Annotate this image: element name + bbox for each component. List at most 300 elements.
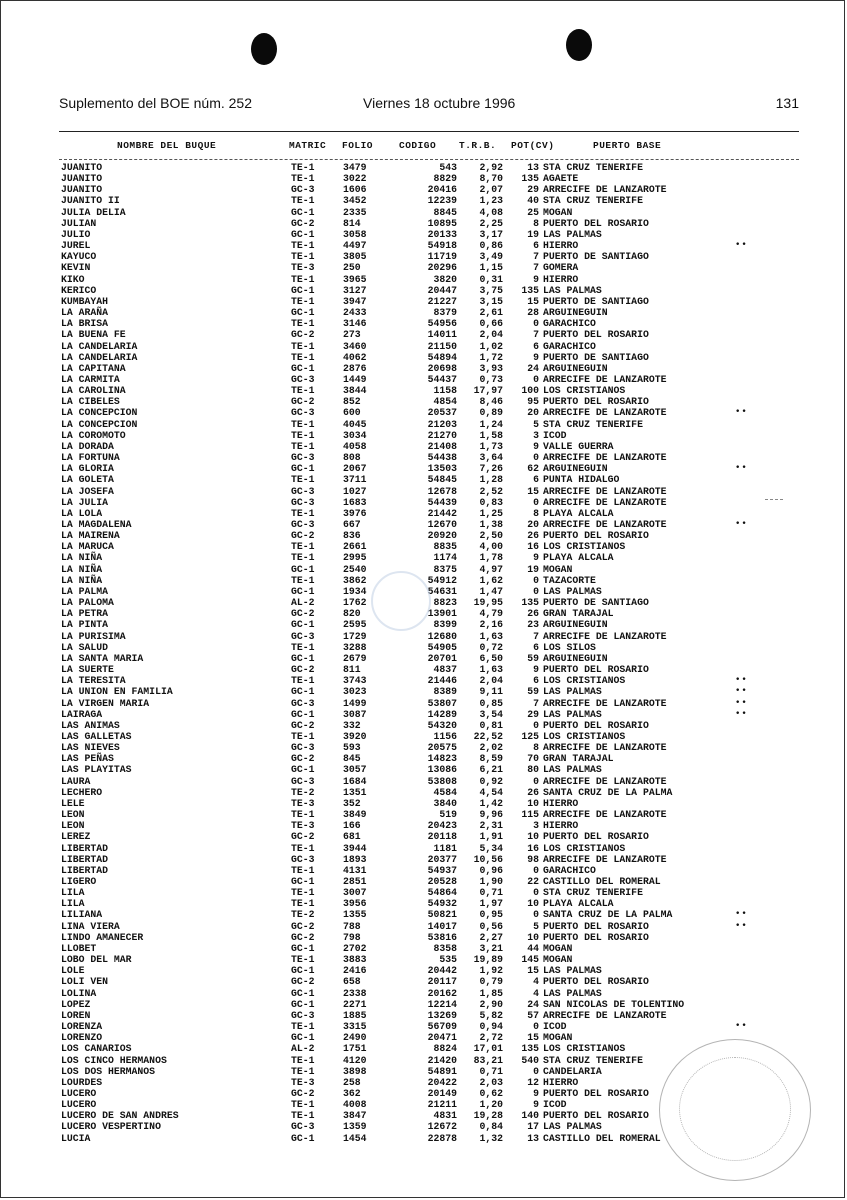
codigo: 3820	[433, 273, 457, 285]
matricula: TE-1	[291, 898, 315, 910]
column-header-puerto: PUERTO BASE	[593, 140, 662, 151]
puerto-base: HIERRO	[543, 273, 579, 285]
folio: 1729	[343, 630, 367, 642]
potencia: 29	[527, 708, 539, 720]
matricula: GC-1	[291, 206, 315, 218]
puerto-base: CASTILLO DEL ROMERAL	[543, 876, 661, 887]
codigo: 13503	[427, 463, 457, 475]
trb: 8,46	[479, 396, 503, 408]
potencia: 7	[533, 697, 539, 709]
codigo: 54845	[427, 474, 457, 486]
vessel-name: LA CAPITANA	[61, 362, 126, 374]
codigo: 14017	[427, 920, 457, 932]
puerto-base: LOS CRISTIANOS	[543, 842, 626, 854]
trb: 1,15	[479, 262, 503, 274]
vessel-name: LA VIRGEN MARIA	[61, 697, 150, 709]
matricula: TE-1	[291, 162, 315, 173]
vessel-name: LIGERO	[61, 876, 97, 887]
table-row	[59, 441, 799, 452]
potencia: 15	[527, 295, 539, 307]
vessel-name: LA TERESITA	[61, 675, 126, 687]
matricula: GC-3	[291, 407, 315, 419]
potencia: 0	[533, 452, 539, 464]
codigo: 14011	[427, 329, 457, 341]
puerto-base: ICOD	[543, 1099, 567, 1111]
folio: 3976	[343, 507, 367, 519]
folio: 2679	[343, 652, 367, 664]
vessel-name: LA UNION EN FAMILIA	[61, 686, 173, 698]
puerto-base: LAS PALMAS	[543, 228, 602, 240]
potencia: 13	[527, 162, 539, 173]
matricula: GC-3	[291, 373, 315, 385]
potencia: 8	[533, 742, 539, 754]
trb: 3,49	[479, 251, 503, 263]
dashed-rule	[59, 159, 799, 160]
folio: 2876	[343, 362, 367, 374]
trb: 0,94	[479, 1021, 503, 1033]
folio: 2433	[343, 307, 367, 319]
vessel-name: LOREN	[61, 1009, 91, 1021]
puerto-base: TAZACORTE	[543, 574, 596, 586]
trb: 6,50	[479, 652, 503, 664]
table-row	[59, 664, 799, 675]
trb: 0,66	[479, 318, 503, 330]
table-row	[59, 698, 799, 709]
puerto-base: STA CRUZ TENERIFE	[543, 162, 643, 173]
puerto-base: PUERTO DEL ROSARIO	[543, 920, 649, 932]
table-header	[59, 140, 799, 154]
table-row	[59, 374, 799, 385]
trb: 3,17	[479, 228, 503, 240]
potencia: 28	[527, 307, 539, 319]
folio: 3057	[343, 764, 367, 776]
vessel-name: LA CANDELARIA	[61, 340, 138, 352]
trb: 0,84	[479, 1121, 503, 1133]
table-row	[59, 552, 799, 563]
trb: 1,28	[479, 474, 503, 486]
trb: 0,71	[479, 1065, 503, 1077]
table-row	[59, 240, 799, 251]
vessel-name: LA MAGDALENA	[61, 519, 132, 530]
vessel-name: LOS CANARIOS	[61, 1043, 132, 1055]
folio: 1449	[343, 373, 367, 385]
folio: 3898	[343, 1065, 367, 1077]
matricula: AL-2	[291, 1043, 315, 1055]
folio: 4062	[343, 351, 367, 363]
row-mark: ••	[735, 240, 748, 251]
folio: 3007	[343, 887, 367, 899]
puerto-base: PUERTO DEL ROSARIO	[543, 976, 649, 988]
potencia: 8	[533, 507, 539, 519]
matricula: GC-1	[291, 585, 315, 597]
table-row	[59, 843, 799, 854]
codigo: 20117	[427, 976, 457, 988]
punch-hole	[251, 33, 277, 65]
trb: 2,72	[479, 1032, 503, 1044]
vessel-name: LA MARUCA	[61, 541, 114, 553]
table-row	[59, 486, 799, 497]
potencia: 0	[533, 1021, 539, 1033]
potencia: 10	[527, 831, 539, 843]
codigo: 11719	[427, 251, 457, 263]
vessel-name: LA CONCEPCION	[61, 418, 138, 430]
codigo: 54438	[427, 452, 457, 464]
codigo: 54918	[427, 240, 457, 252]
folio: 836	[343, 530, 361, 542]
potencia: 10	[527, 797, 539, 809]
matricula: TE-1	[291, 675, 315, 687]
table-row	[59, 519, 799, 530]
table-row	[59, 943, 799, 954]
matricula: GC-1	[291, 652, 315, 664]
folio: 600	[343, 407, 361, 419]
trb: 0,73	[479, 373, 503, 385]
puerto-base: ARGUINEGUIN	[543, 652, 608, 664]
matricula: TE-1	[291, 474, 315, 486]
vessel-name: LA SANTA MARIA	[61, 652, 144, 664]
vessel-name: LOS CINCO HERMANOS	[61, 1054, 167, 1066]
puerto-base: PUERTO DEL ROSARIO	[543, 530, 649, 542]
folio: 798	[343, 931, 361, 943]
vessel-name: LIBERTAD	[61, 853, 109, 865]
matricula: GC-3	[291, 630, 315, 642]
table-row	[59, 262, 799, 273]
potencia: 22	[527, 876, 539, 887]
potencia: 20	[527, 407, 539, 419]
trb: 19,95	[473, 597, 503, 609]
matricula: TE-1	[291, 273, 315, 285]
puerto-base: LOS CRISTIANOS	[543, 541, 626, 553]
folio: 3805	[343, 251, 367, 263]
codigo: 20416	[427, 184, 457, 196]
potencia: 6	[533, 474, 539, 486]
trb: 0,79	[479, 976, 503, 988]
codigo: 53816	[427, 931, 457, 943]
puerto-base: LAS PALMAS	[543, 965, 602, 977]
vessel-name: LA PURISIMA	[61, 630, 126, 642]
folio: 808	[343, 452, 361, 464]
folio: 1934	[343, 585, 367, 597]
vessel-name: LA BRISA	[61, 318, 109, 330]
table-row	[59, 954, 799, 965]
folio: 3956	[343, 898, 367, 910]
column-header-matric: MATRIC	[289, 140, 327, 151]
codigo: 13086	[427, 764, 457, 776]
matricula: TE-1	[291, 954, 315, 966]
folio: 4497	[343, 240, 367, 252]
folio: 3862	[343, 574, 367, 586]
folio: 2995	[343, 552, 367, 564]
potencia: 19	[527, 228, 539, 240]
trb: 1,78	[479, 552, 503, 564]
vessel-name: LEON	[61, 809, 85, 821]
codigo: 20149	[427, 1087, 457, 1099]
trb: 1,62	[479, 574, 503, 586]
potencia: 59	[527, 686, 539, 698]
puerto-base: PUERTO DEL ROSARIO	[543, 719, 649, 731]
trb: 4,97	[479, 563, 503, 575]
puerto-base: PUERTO DEL ROSARIO	[543, 396, 649, 408]
trb: 4,54	[479, 786, 503, 798]
puerto-base: GRAN TARAJAL	[543, 608, 614, 620]
trb: 2,25	[479, 217, 503, 229]
puerto-base: MOGAN	[543, 942, 573, 954]
codigo: 20920	[427, 530, 457, 542]
matricula: GC-1	[291, 284, 315, 296]
table-row	[59, 497, 799, 508]
codigo: 519	[439, 809, 457, 821]
table-row	[59, 820, 799, 831]
vessel-name: JUANITO	[61, 184, 103, 196]
column-header-trb: T.R.B.	[459, 140, 497, 151]
codigo: 20423	[427, 820, 457, 832]
trb: 9,11	[479, 686, 503, 698]
codigo: 54437	[427, 373, 457, 385]
table-row	[59, 296, 799, 307]
codigo: 20537	[427, 407, 457, 419]
matricula: TE-1	[291, 842, 315, 854]
puerto-base: CANDELARIA	[543, 1065, 602, 1077]
trb: 7,26	[479, 463, 503, 475]
matricula: TE-1	[291, 641, 315, 653]
codigo: 20118	[427, 831, 457, 843]
potencia: 24	[527, 998, 539, 1010]
table-row	[59, 1010, 799, 1021]
matricula: GC-1	[291, 942, 315, 954]
codigo: 20528	[427, 876, 457, 887]
matricula: TE-1	[291, 295, 315, 307]
puerto-base: ARRECIFE DE LANZAROTE	[543, 697, 667, 709]
potencia: 10	[527, 898, 539, 910]
matricula: GC-1	[291, 307, 315, 319]
matricula: TE-1	[291, 340, 315, 352]
page-number: 131	[775, 95, 799, 111]
table-row	[59, 653, 799, 664]
folio: 3711	[343, 474, 367, 486]
puerto-base: STA CRUZ TENERIFE	[543, 195, 643, 207]
vessel-name: LAS NIEVES	[61, 742, 120, 754]
table-row	[59, 909, 799, 920]
puerto-base: PUERTO DE SANTIAGO	[543, 295, 649, 307]
codigo: 54894	[427, 351, 457, 363]
potencia: 5	[533, 418, 539, 430]
codigo: 8389	[433, 686, 457, 698]
folio: 2540	[343, 563, 367, 575]
puerto-base: LAS PALMAS	[543, 686, 602, 698]
potencia: 6	[533, 675, 539, 687]
vessel-name: LA BUENA FE	[61, 329, 126, 341]
publication-title: Suplemento del BOE núm. 252	[59, 95, 253, 111]
potencia: 9	[533, 552, 539, 564]
potencia: 7	[533, 251, 539, 263]
matricula: GC-1	[291, 362, 315, 374]
potencia: 0	[533, 1065, 539, 1077]
trb: 2,92	[479, 162, 503, 173]
table-row	[59, 731, 799, 742]
matricula: TE-3	[291, 820, 315, 832]
potencia: 10	[527, 931, 539, 943]
folio: 3460	[343, 340, 367, 352]
vessel-name: LAURA	[61, 775, 91, 787]
puerto-base: ARRECIFE DE LANZAROTE	[543, 407, 667, 419]
puerto-base: LAS PALMAS	[543, 585, 602, 597]
publication-date: Viernes 18 octubre 1996	[363, 95, 516, 111]
column-header-pot: POT(CV)	[511, 140, 555, 151]
matricula: TE-2	[291, 786, 315, 798]
puerto-base: ARRECIFE DE LANZAROTE	[543, 630, 667, 642]
table-row	[59, 764, 799, 775]
puerto-base: ARRECIFE DE LANZAROTE	[543, 452, 667, 464]
matricula: TE-1	[291, 195, 315, 207]
trb: 1,63	[479, 630, 503, 642]
table-row	[59, 865, 799, 876]
puerto-base: ARRECIFE DE LANZAROTE	[543, 742, 667, 754]
matricula: TE-1	[291, 440, 315, 452]
trb: 1,92	[479, 965, 503, 977]
codigo: 20377	[427, 853, 457, 865]
puerto-base: GARACHICO	[543, 318, 596, 330]
potencia: 4	[533, 976, 539, 988]
codigo: 20133	[427, 228, 457, 240]
table-row	[59, 631, 799, 642]
codigo: 535	[439, 954, 457, 966]
potencia: 0	[533, 373, 539, 385]
trb: 1,91	[479, 831, 503, 843]
puerto-base: ARRECIFE DE LANZAROTE	[543, 853, 667, 865]
matricula: TE-1	[291, 730, 315, 742]
trb: 1,32	[479, 1132, 503, 1144]
trb: 6,21	[479, 764, 503, 776]
matricula: GC-1	[291, 563, 315, 575]
vessel-name: LAIRAGA	[61, 708, 103, 720]
vessel-name: LOURDES	[61, 1076, 103, 1088]
table-row	[59, 798, 799, 809]
folio: 4058	[343, 440, 367, 452]
table-row	[59, 776, 799, 787]
codigo: 53808	[427, 775, 457, 787]
table-row	[59, 363, 799, 374]
table-row	[59, 274, 799, 285]
potencia: 26	[527, 530, 539, 542]
codigo: 14289	[427, 708, 457, 720]
vessel-name: LA CAROLINA	[61, 385, 126, 397]
potencia: 24	[527, 362, 539, 374]
puerto-base: PLAYA ALCALA	[543, 898, 614, 910]
trb: 3,21	[479, 942, 503, 954]
puerto-base: LAS PALMAS	[543, 284, 602, 296]
table-row	[59, 686, 799, 697]
trb: 2,31	[479, 820, 503, 832]
trb: 0,92	[479, 775, 503, 787]
table-row	[59, 352, 799, 363]
trb: 4,00	[479, 541, 503, 553]
matricula: GC-2	[291, 396, 315, 408]
folio: 2851	[343, 876, 367, 887]
puerto-base: ICOD	[543, 1021, 567, 1033]
matricula: GC-1	[291, 708, 315, 720]
puerto-base: PUERTO DEL ROSARIO	[543, 931, 649, 943]
folio: 3127	[343, 284, 367, 296]
trb: 0,62	[479, 1087, 503, 1099]
vessel-name: KUMBAYAH	[61, 295, 109, 307]
codigo: 53807	[427, 697, 457, 709]
vessel-name: LLOBET	[61, 942, 97, 954]
table-row	[59, 385, 799, 396]
puerto-base: LAS PALMAS	[543, 764, 602, 776]
folio: 4045	[343, 418, 367, 430]
matricula: TE-1	[291, 507, 315, 519]
trb: 19,28	[473, 1110, 503, 1122]
potencia: 135	[521, 597, 539, 609]
vessel-name: JULIA DELIA	[61, 206, 126, 218]
table-row	[59, 318, 799, 329]
puerto-base: GOMERA	[543, 262, 579, 274]
folio: 1893	[343, 853, 367, 865]
vessel-name: JUREL	[61, 240, 91, 252]
matricula: GC-1	[291, 463, 315, 475]
vessel-name: LA GOLETA	[61, 474, 114, 486]
folio: 1684	[343, 775, 367, 787]
codigo: 20442	[427, 965, 457, 977]
vessel-name: LOLINA	[61, 987, 97, 999]
folio: 1355	[343, 909, 367, 921]
folio: 3944	[343, 842, 367, 854]
trb: 5,34	[479, 842, 503, 854]
table-row	[59, 207, 799, 218]
puerto-base: ARRECIFE DE LANZAROTE	[543, 485, 667, 497]
puerto-base: ARGUINEGUIN	[543, 463, 608, 475]
codigo: 54439	[427, 496, 457, 508]
folio: 3288	[343, 641, 367, 653]
matricula: GC-3	[291, 697, 315, 709]
matricula: TE-1	[291, 429, 315, 441]
puerto-base: MOGAN	[543, 1032, 573, 1044]
folio: 250	[343, 262, 361, 274]
matricula: GC-1	[291, 965, 315, 977]
matricula: GC-3	[291, 853, 315, 865]
matricula: TE-1	[291, 318, 315, 330]
row-mark: ••	[735, 920, 748, 931]
folio: 820	[343, 608, 361, 620]
header-rule	[59, 131, 799, 132]
folio: 332	[343, 719, 361, 731]
trb: 0,83	[479, 496, 503, 508]
puerto-base: HIERRO	[543, 797, 579, 809]
codigo: 20701	[427, 652, 457, 664]
codigo: 12214	[427, 998, 457, 1010]
codigo: 22878	[427, 1132, 457, 1144]
potencia: 0	[533, 574, 539, 586]
matricula: TE-1	[291, 809, 315, 821]
potencia: 7	[533, 630, 539, 642]
table-row	[59, 341, 799, 352]
folio: 3883	[343, 954, 367, 966]
folio: 852	[343, 396, 361, 408]
folio: 811	[343, 664, 361, 676]
row-mark: ••	[735, 675, 748, 686]
matricula: TE-1	[291, 385, 315, 397]
potencia: 7	[533, 262, 539, 274]
trb: 3,54	[479, 708, 503, 720]
trb: 2,50	[479, 530, 503, 542]
potencia: 13	[527, 1132, 539, 1144]
puerto-base: HIERRO	[543, 820, 579, 832]
potencia: 17	[527, 1121, 539, 1133]
vessel-name: LEREZ	[61, 831, 91, 843]
puerto-base: SANTA CRUZ DE LA PALMA	[543, 786, 673, 798]
row-mark: ••	[735, 519, 748, 529]
trb: 3,64	[479, 452, 503, 464]
